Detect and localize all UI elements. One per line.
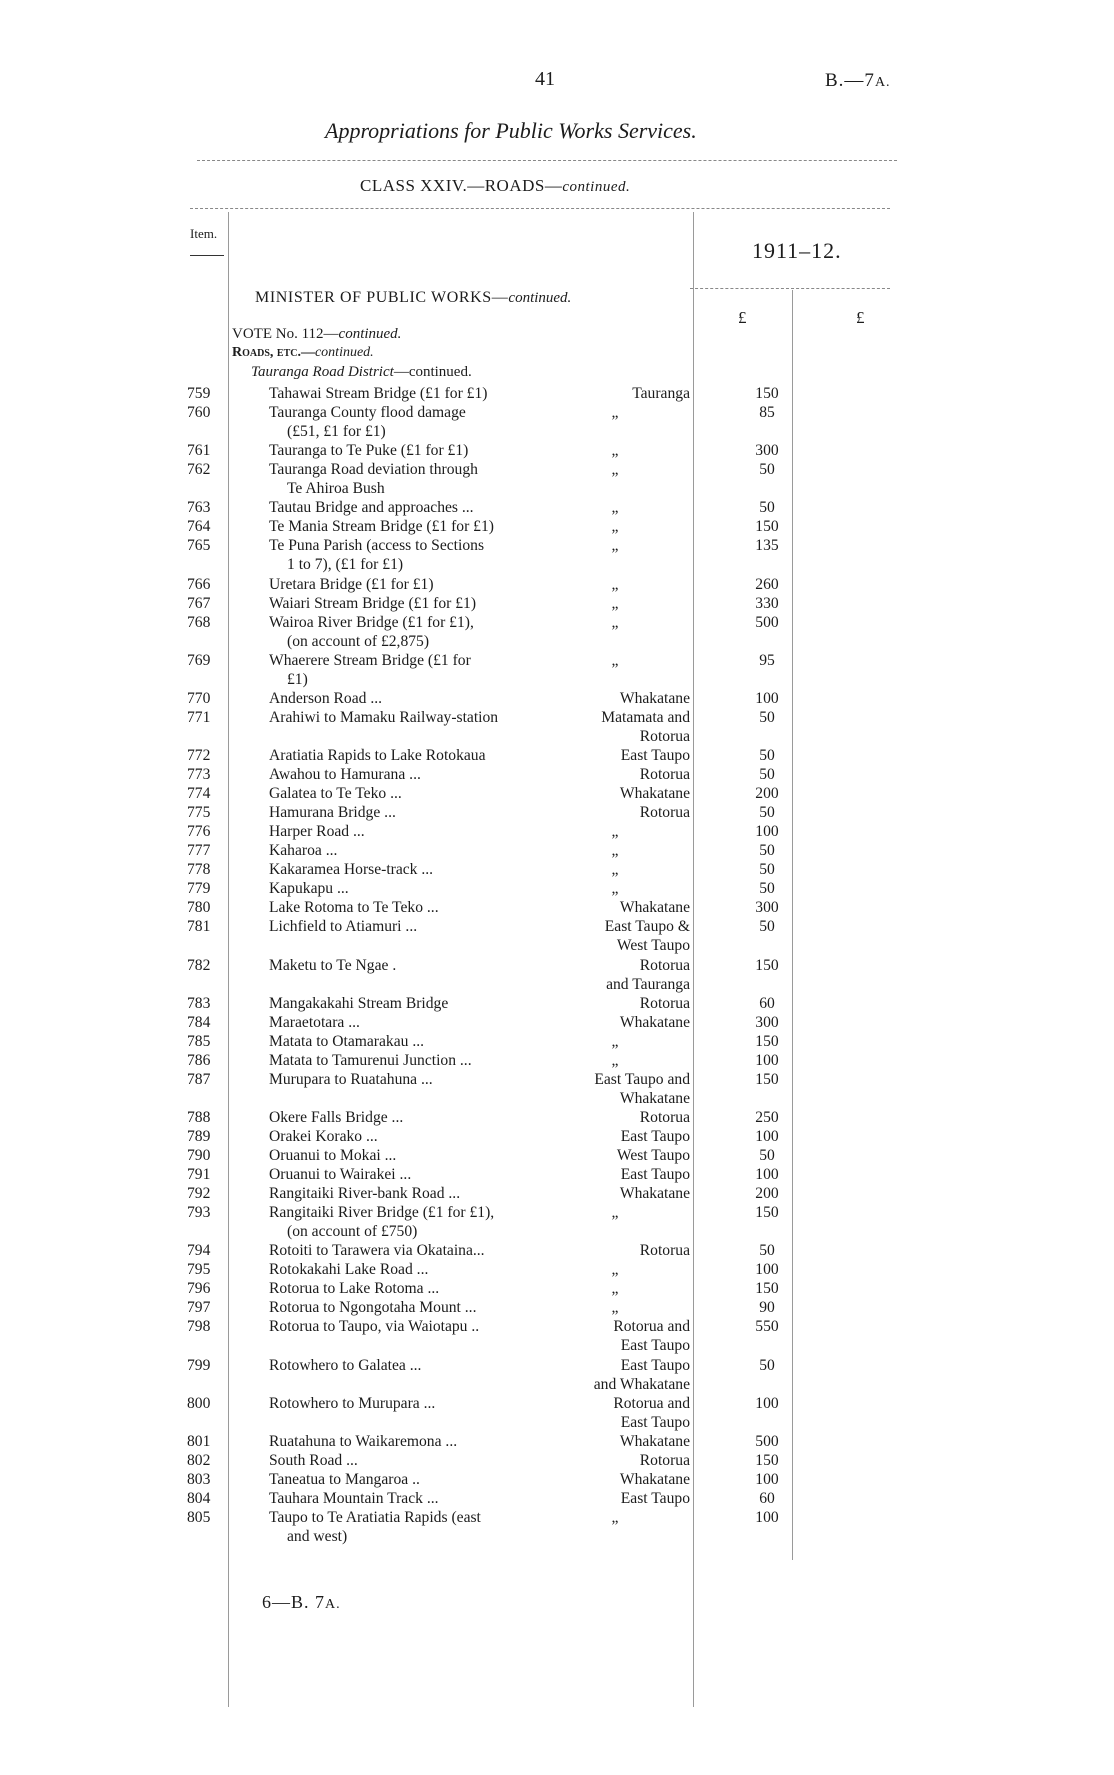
item-district: East Taupo and [594,1070,690,1088]
item-amount: 100 [755,689,779,707]
item-district: Rotorua [639,956,690,974]
item-district: „ [611,842,619,860]
item-number: 799 [187,1356,211,1374]
item-district: „ [611,594,619,612]
item-district: Whakatane [619,1013,690,1031]
item-amount: 85 [759,404,775,422]
item-amount: 200 [755,1185,779,1203]
item-district: East Taupo [620,1413,690,1431]
item-description: Mangakakahi Stream Bridge [269,994,449,1012]
item-district: „ [611,1261,619,1279]
item-amount: 150 [755,385,779,402]
item-number: 805 [187,1508,211,1526]
item-number: 779 [187,880,211,898]
item-number: 784 [187,1013,211,1031]
item-description: Tautau Bridge and approaches ... [269,499,474,517]
item-amount: 100 [755,823,779,841]
item-header-underline [190,255,224,256]
item-amount: 300 [755,1013,779,1031]
item-district: Rotorua [639,804,690,822]
item-number: 796 [187,1280,211,1298]
item-amount: 100 [755,1470,779,1488]
item-number: 764 [187,518,211,536]
item-number: 790 [187,1147,211,1164]
item-number: 794 [187,1242,211,1260]
item-description: Rangitaiki River Bridge (£1 for £1), [269,1204,495,1222]
year-divider [690,288,890,289]
minister-heading: MINISTER OF PUBLIC WORKS—continued. [255,289,572,306]
item-district: „ [611,404,619,422]
item-district: Rotorua and [613,1318,690,1336]
item-description: South Road ... [269,1451,358,1469]
item-description: Oruanui to Mokai ... [269,1147,397,1164]
item-number: 802 [187,1451,211,1469]
item-district: and Whakatane [593,1375,690,1393]
item-number: 797 [187,1299,211,1317]
item-district: East Taupo [620,1337,690,1355]
district-heading: Tauranga Road District—continued. [251,364,472,380]
item-description: Lake Rotoma to Te Teko ... [269,899,439,917]
item-number: 801 [187,1432,211,1450]
item-district: Rotorua [639,1108,690,1126]
item-description: Rotoiti to Tarawera via Okataina... [269,1242,485,1260]
item-amount: 200 [755,785,779,803]
item-description: Maketu to Te Ngae . [269,956,397,974]
item-district: Rotorua and [613,1394,690,1412]
item-amount: 50 [759,708,775,726]
item-description: (£51, £1 for £1) [287,423,386,441]
item-number: 783 [187,994,211,1012]
item-description: Te Puna Parish (access to Sections [269,537,485,555]
item-district: Whakatane [619,785,690,803]
item-district: „ [611,518,619,536]
item-district: West Taupo [616,937,690,955]
item-description: Tahawai Stream Bridge (£1 for £1) [269,385,488,402]
item-number: 763 [187,499,211,517]
item-amount: 50 [759,842,775,860]
item-district: Whakatane [619,1432,690,1450]
item-description: Murupara to Ruatahuna ... [269,1070,433,1088]
item-district: „ [611,823,619,841]
item-description: and west) [287,1527,348,1545]
item-district: Whakatane [619,899,690,917]
item-description: 1 to 7), (£1 for £1) [287,556,404,574]
item-number: 798 [187,1318,211,1336]
item-amount: 150 [755,1070,779,1088]
item-number: 760 [187,404,211,422]
item-number: 772 [187,746,211,764]
item-description: Lichfield to Atiamuri ... [269,918,418,936]
item-description: Rangitaiki River-bank Road ... [269,1185,461,1203]
item-district: „ [611,461,619,479]
item-description: Tauranga County flood damage [269,404,466,422]
page-number: 41 [535,68,555,90]
item-district: Whakatane [619,1185,690,1203]
item-number: 775 [187,804,211,822]
item-amount: 330 [755,594,779,612]
item-description: (on account of £2,875) [287,632,430,650]
item-amount: 260 [755,575,779,593]
item-district: East Taupo [620,746,690,764]
item-number: 792 [187,1185,211,1203]
item-number: 788 [187,1108,211,1126]
item-description: Matata to Otamarakau ... [269,1032,425,1050]
item-number: 762 [187,461,211,479]
item-description: Taupo to Te Aratiatia Rapids (east [269,1508,481,1526]
item-district: Matamata and [601,708,690,726]
item-column-rule [228,212,229,1707]
item-number: 771 [187,708,211,726]
item-description: Kapukapu ... [269,880,349,898]
item-amount: 150 [755,1204,779,1222]
item-description: Tauranga Road deviation through [269,461,478,479]
item-district: „ [611,1299,619,1317]
item-description: Rotorua to Lake Rotoma ... [269,1280,440,1298]
item-district: and Tauranga [606,975,690,993]
item-description: Uretara Bridge (£1 for £1) [269,575,434,593]
item-number: 770 [187,689,211,707]
item-district: East Taupo [620,1127,690,1145]
item-number: 781 [187,918,211,936]
item-district: „ [611,1204,619,1222]
item-district: „ [611,442,619,460]
item-description: Maraetotara ... [269,1013,360,1031]
pound-unit-2: £ [856,308,865,327]
item-district: „ [611,1508,619,1526]
item-district: „ [611,613,619,631]
item-district: „ [611,861,619,879]
item-description: Okere Falls Bridge ... [269,1108,404,1126]
item-number: 776 [187,823,211,841]
item-district: „ [611,499,619,517]
item-description: Tauhara Mountain Track ... [269,1489,439,1507]
item-district: East Taupo [620,1166,690,1184]
item-amount: 60 [759,994,775,1012]
item-amount: 50 [759,461,775,479]
item-number: 780 [187,899,211,917]
page-footer: 6—B. 7A. [262,1592,341,1612]
item-description: Kakaramea Horse-track ... [269,861,434,879]
item-amount: 150 [755,956,779,974]
roads-heading: Roads, etc.—continued. [232,345,374,360]
item-description: Matata to Tamurenui Junction ... [269,1051,472,1069]
item-amount: 135 [755,537,779,555]
item-amount: 50 [759,766,775,783]
class-title: CLASS XXIV.—ROADS—continued. [360,176,631,195]
item-description: Anderson Road ... [269,689,383,707]
item-description: Galatea to Te Teko ... [269,785,402,803]
item-district: „ [611,1051,619,1069]
item-number: 804 [187,1489,211,1507]
item-district: Tauranga [632,385,690,402]
item-description: Orakei Korako ... [269,1127,378,1145]
item-amount: 300 [755,442,779,460]
item-district: West Taupo [616,1147,690,1164]
year-column-header: 1911–12. [752,238,842,263]
item-amount: 50 [759,1242,775,1260]
item-district: „ [611,1032,619,1050]
item-amount: 100 [755,1394,779,1412]
item-description: Wairoa River Bridge (£1 for £1), [269,613,474,631]
item-description: Awahou to Hamurana ... [269,766,421,783]
item-amount: 100 [755,1127,779,1145]
item-description: Harper Road ... [269,823,365,841]
item-district: Rotorua [639,727,690,745]
item-district: East Taupo [620,1356,690,1374]
item-district: „ [611,880,619,898]
item-amount: 50 [759,1356,775,1374]
item-number: 785 [187,1032,211,1050]
item-district: „ [611,1280,619,1298]
item-number: 789 [187,1127,211,1145]
item-amount: 60 [759,1489,775,1507]
item-amount: 150 [755,1032,779,1050]
item-district: Rotorua [639,994,690,1012]
item-number: 759 [187,385,211,402]
district-column-rule [693,212,694,1707]
item-amount: 50 [759,880,775,898]
item-column-header: Item. [190,226,218,241]
item-number: 767 [187,594,211,612]
item-number: 761 [187,442,211,460]
item-description: Waiari Stream Bridge (£1 for £1) [269,594,477,612]
document-reference: B.—7A. [825,70,891,91]
item-number: 766 [187,575,211,593]
item-number: 793 [187,1204,211,1222]
item-number: 782 [187,956,211,974]
item-amount: 100 [755,1508,779,1526]
item-district: Rotorua [639,1242,690,1260]
item-amount: 50 [759,918,775,936]
amount-column-rule [792,290,793,1560]
item-description: Rotorua to Taupo, via Waiotapu .. [269,1318,480,1336]
item-district: Whakatane [619,1470,690,1488]
item-description: Kaharoa ... [269,842,338,860]
title-divider [197,160,897,161]
item-amount: 50 [759,804,775,822]
item-number: 787 [187,1070,211,1088]
item-amount: 300 [755,899,779,917]
item-number: 803 [187,1470,211,1488]
item-amount: 150 [755,1280,779,1298]
item-description: Rotokakahi Lake Road ... [269,1261,429,1279]
item-description: Te Ahiroa Bush [287,480,385,498]
item-amount: 50 [759,499,775,517]
item-number: 765 [187,537,211,555]
item-description: Whaerere Stream Bridge (£1 for [269,651,471,669]
item-description: Hamurana Bridge ... [269,804,396,822]
item-description: Rotowhero to Galatea ... [269,1356,422,1374]
pound-unit-1: £ [738,308,747,327]
item-description: Rotowhero to Murupara ... [269,1394,436,1412]
item-amount: 150 [755,518,779,536]
item-description: (on account of £750) [287,1223,418,1241]
item-amount: 100 [755,1261,779,1279]
item-number: 777 [187,842,211,860]
item-description: Oruanui to Wairakei ... [269,1166,412,1184]
item-amount: 95 [759,651,775,669]
item-district: „ [611,575,619,593]
item-district: Whakatane [619,1089,690,1107]
item-district: „ [611,537,619,555]
item-number: 778 [187,861,211,879]
item-description: Arahiwi to Mamaku Railway-station [269,708,499,726]
item-number: 768 [187,613,211,631]
item-amount: 100 [755,1166,779,1184]
item-amount: 50 [759,861,775,879]
item-description: Ruatahuna to Waikaremona ... [269,1432,458,1450]
class-divider [190,208,890,209]
item-amount: 500 [755,613,779,631]
item-district: East Taupo [620,1489,690,1507]
item-district: Rotorua [639,766,690,783]
item-number: 800 [187,1394,211,1412]
item-number: 769 [187,651,211,669]
item-description: £1) [287,670,308,688]
item-description: Tauranga to Te Puke (£1 for £1) [269,442,469,460]
item-number: 786 [187,1051,211,1069]
item-description: Aratiatia Rapids to Lake Rotokaua [269,746,486,764]
item-amount: 150 [755,1451,779,1469]
page-title: Appropriations for Public Works Services. [325,118,697,143]
item-number: 791 [187,1166,211,1184]
item-description: Taneatua to Mangaroa .. [269,1470,420,1488]
item-amount: 550 [755,1318,779,1336]
item-number: 774 [187,785,211,803]
item-amount: 50 [759,1147,775,1164]
vote-heading: VOTE No. 112—continued. [232,326,402,342]
item-description: Te Mania Stream Bridge (£1 for £1) [269,518,494,536]
item-number: 795 [187,1261,211,1279]
item-district: Whakatane [619,689,690,707]
item-amount: 90 [759,1299,775,1317]
item-description: Rotorua to Ngongotaha Mount ... [269,1299,477,1317]
item-number: 773 [187,766,211,783]
item-district: East Taupo & [604,918,690,936]
item-amount: 50 [759,746,775,764]
item-amount: 100 [755,1051,779,1069]
item-amount: 250 [755,1108,779,1126]
item-district: „ [611,651,619,669]
item-amount: 500 [755,1432,779,1450]
item-district: Rotorua [639,1451,690,1469]
